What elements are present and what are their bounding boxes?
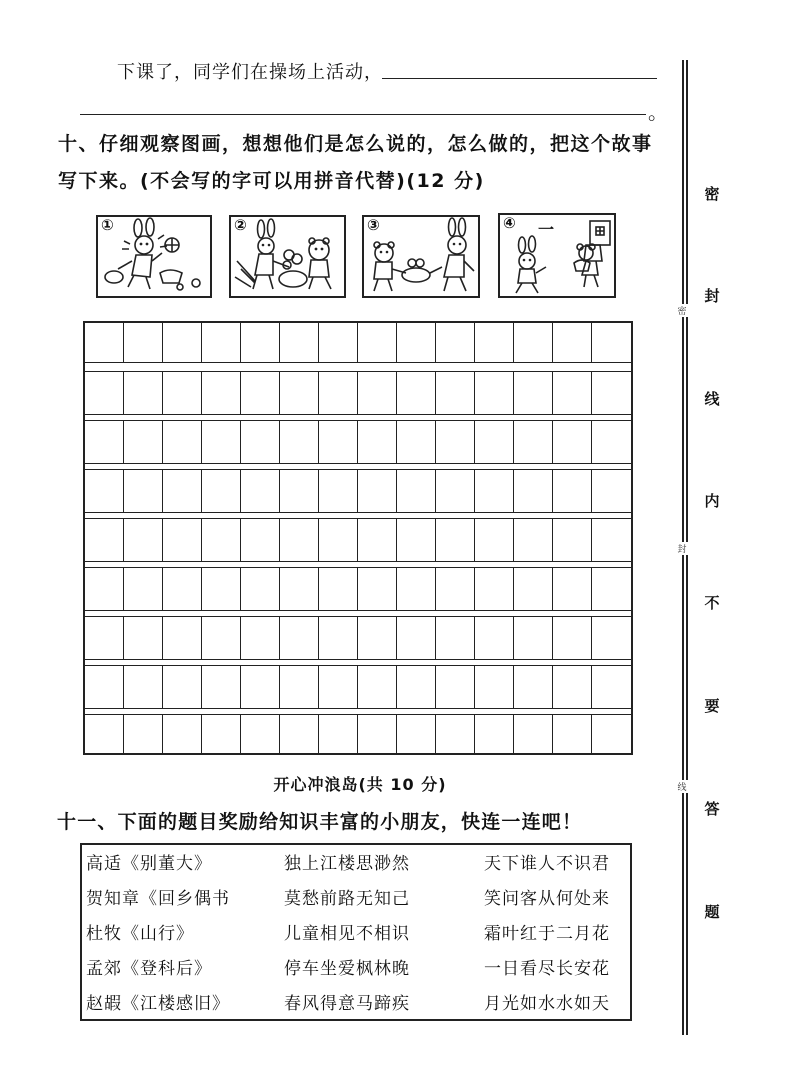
- poem-title[interactable]: 孟郊《登科后》: [86, 959, 212, 979]
- poem-title[interactable]: 杜牧《山行》: [86, 924, 194, 944]
- panel-number: ①: [101, 216, 114, 234]
- picture-panel-4: [498, 213, 616, 298]
- panel-caption: 一: [538, 220, 555, 239]
- poem-title[interactable]: 贺知章《回乡偶书: [86, 889, 230, 909]
- grid-row[interactable]: [85, 371, 631, 415]
- end-period: 。: [648, 100, 668, 124]
- grid-row[interactable]: [85, 420, 631, 464]
- poem-line-b[interactable]: 笑问客从何处来: [484, 889, 610, 909]
- rabbit-picking-up-fallen-basket-illustration: [98, 217, 210, 296]
- answer-line[interactable]: [80, 114, 646, 115]
- matching-row: [82, 849, 630, 877]
- question11-text: 十一、下面的题目奖励给知识丰富的小朋友，快连一连吧！: [57, 811, 583, 833]
- picture-panel-3: [362, 215, 480, 298]
- picture-panel-2: [229, 215, 346, 298]
- matching-row: [82, 919, 630, 947]
- writing-grid[interactable]: [83, 321, 633, 755]
- seal-char: 答: [704, 800, 720, 818]
- poem-line-a[interactable]: 春风得意马蹄疾: [284, 994, 410, 1014]
- matching-row: [82, 989, 630, 1017]
- poem-line-a[interactable]: 莫愁前路无知己: [284, 889, 410, 909]
- poem-line-a[interactable]: 停车坐爱枫林晚: [284, 959, 410, 979]
- poem-title[interactable]: 赵嘏《江楼感旧》: [86, 994, 230, 1014]
- poem-line-b[interactable]: 天下谁人不识君: [484, 854, 610, 874]
- rabbit-and-bear-with-basket-illustration: [231, 217, 344, 296]
- seal-char: 封: [704, 287, 720, 305]
- seal-char: 不: [704, 594, 720, 612]
- matching-table: [80, 843, 632, 1021]
- matching-row: [82, 884, 630, 912]
- grid-row[interactable]: [85, 665, 631, 709]
- bear-helping-rabbit-illustration: [364, 217, 478, 296]
- poem-line-a[interactable]: 儿童相见不相识: [284, 924, 410, 944]
- seal-char: 内: [704, 492, 720, 510]
- seal-mark-2: 封: [676, 542, 688, 555]
- grid-row[interactable]: [85, 518, 631, 562]
- poem-line-b[interactable]: 月光如水水如天: [484, 994, 610, 1014]
- poem-title[interactable]: 高适《别董大》: [86, 854, 212, 874]
- grid-row[interactable]: [85, 323, 631, 363]
- grid-row[interactable]: [85, 714, 631, 753]
- grid-row[interactable]: [85, 469, 631, 513]
- seal-mark-1: 密: [676, 304, 688, 317]
- poem-line-a[interactable]: 独上江楼思渺然: [284, 854, 410, 874]
- question10-text: 十、仔细观察图画，想想他们是怎么说的，怎么做的，把这个故事写下来。(不会写的字可以用拼音代替)(12 分): [58, 133, 653, 192]
- panel-number: ④: [503, 214, 516, 232]
- rabbit-walking-to-house-illustration: [500, 215, 614, 296]
- seal-char: 要: [704, 697, 720, 715]
- grid-row[interactable]: [85, 616, 631, 660]
- poem-line-b[interactable]: 一日看尽长安花: [484, 959, 610, 979]
- seal-mark-3: 线: [676, 780, 688, 793]
- question9-prompt: 下课了，同学们在操场上活动，: [117, 62, 383, 83]
- matching-row: [82, 954, 630, 982]
- poem-line-b[interactable]: 霜叶红于二月花: [484, 924, 610, 944]
- panel-number: ③: [367, 216, 380, 234]
- section-title: 开心冲浪岛(共 10 分): [273, 775, 447, 794]
- grid-row[interactable]: [85, 567, 631, 611]
- seal-char: 线: [704, 390, 720, 408]
- answer-line[interactable]: [382, 78, 657, 79]
- seal-char: 题: [704, 903, 720, 921]
- seal-char: 密: [704, 185, 720, 203]
- picture-panel-1: [96, 215, 212, 298]
- panel-number: ②: [234, 216, 247, 234]
